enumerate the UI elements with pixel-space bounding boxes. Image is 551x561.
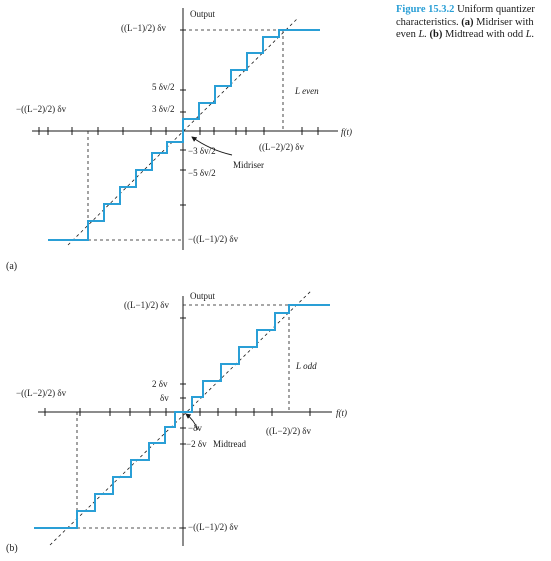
panel-b-staircase xyxy=(34,305,330,528)
caption-italic-l1: L. xyxy=(418,29,427,40)
caption-title: Figure 15.3.2 xyxy=(396,4,455,15)
panel-b-input-label: f(t) xyxy=(336,408,347,418)
panel-b-right-input-label: ((L−2)/2) δv xyxy=(266,426,312,436)
caption-text-1: Uniform quantizer characteristics. xyxy=(396,4,535,28)
panel-a-right-input-label: ((L−2)/2) δv xyxy=(259,142,305,152)
panel-a-staircase xyxy=(48,30,320,240)
panel-b xyxy=(34,290,332,546)
panel-a xyxy=(32,8,338,250)
panel-a-parity-label: L even xyxy=(295,86,319,96)
panel-b-parity-label: L odd xyxy=(296,361,317,371)
panel-a-pos3-label: 3 δv/2 xyxy=(152,104,175,114)
panel-b-bottom-level-label: −((L−1)/2) δv xyxy=(188,522,239,532)
panel-b-left-input-label: −((L−2)/2) δv xyxy=(16,388,67,398)
panel-b-output-label: Output xyxy=(190,291,216,301)
panel-a-type-label: Midriser xyxy=(233,160,264,170)
panel-b-diagonal xyxy=(50,290,312,545)
panel-b-pos1-label: δv xyxy=(160,393,169,403)
caption-text-2: Midriser with even xyxy=(396,16,534,40)
caption-bold-a: (a) xyxy=(461,16,474,28)
panel-b-sublabel: (b) xyxy=(6,543,18,554)
panel-a-bottom-level-label: −((L−1)/2) δv xyxy=(188,234,239,244)
panel-b-neg2-label: −2 δv xyxy=(186,439,207,449)
panel-a-neg5-label: −5 δv/2 xyxy=(188,168,216,178)
panel-a-left-input-label: −((L−2)/2) δv xyxy=(16,104,67,114)
panel-a-sublabel: (a) xyxy=(6,261,18,272)
caption-italic-l2: L. xyxy=(525,29,535,40)
panel-a-neg3-label: −3 δv/2 xyxy=(188,146,216,156)
panel-a-output-label: Output xyxy=(190,9,216,19)
panel-a-pos5-label: 5 δv/2 xyxy=(152,82,175,92)
caption-text-3: Midtread with odd xyxy=(445,29,524,40)
panel-b-top-level-label: ((L−1)/2) δv xyxy=(124,300,170,310)
panel-a-input-label: f(t) xyxy=(341,127,352,137)
panel-b-neg1-label: −δv xyxy=(188,423,202,433)
panel-b-pos2-label: 2 δv xyxy=(152,379,168,389)
caption-bold-b: (b) xyxy=(429,29,443,40)
panel-a-top-level-label: ((L−1)/2) δv xyxy=(121,23,167,33)
figure-caption xyxy=(396,4,548,42)
panel-b-type-label: Midtread xyxy=(213,439,246,449)
